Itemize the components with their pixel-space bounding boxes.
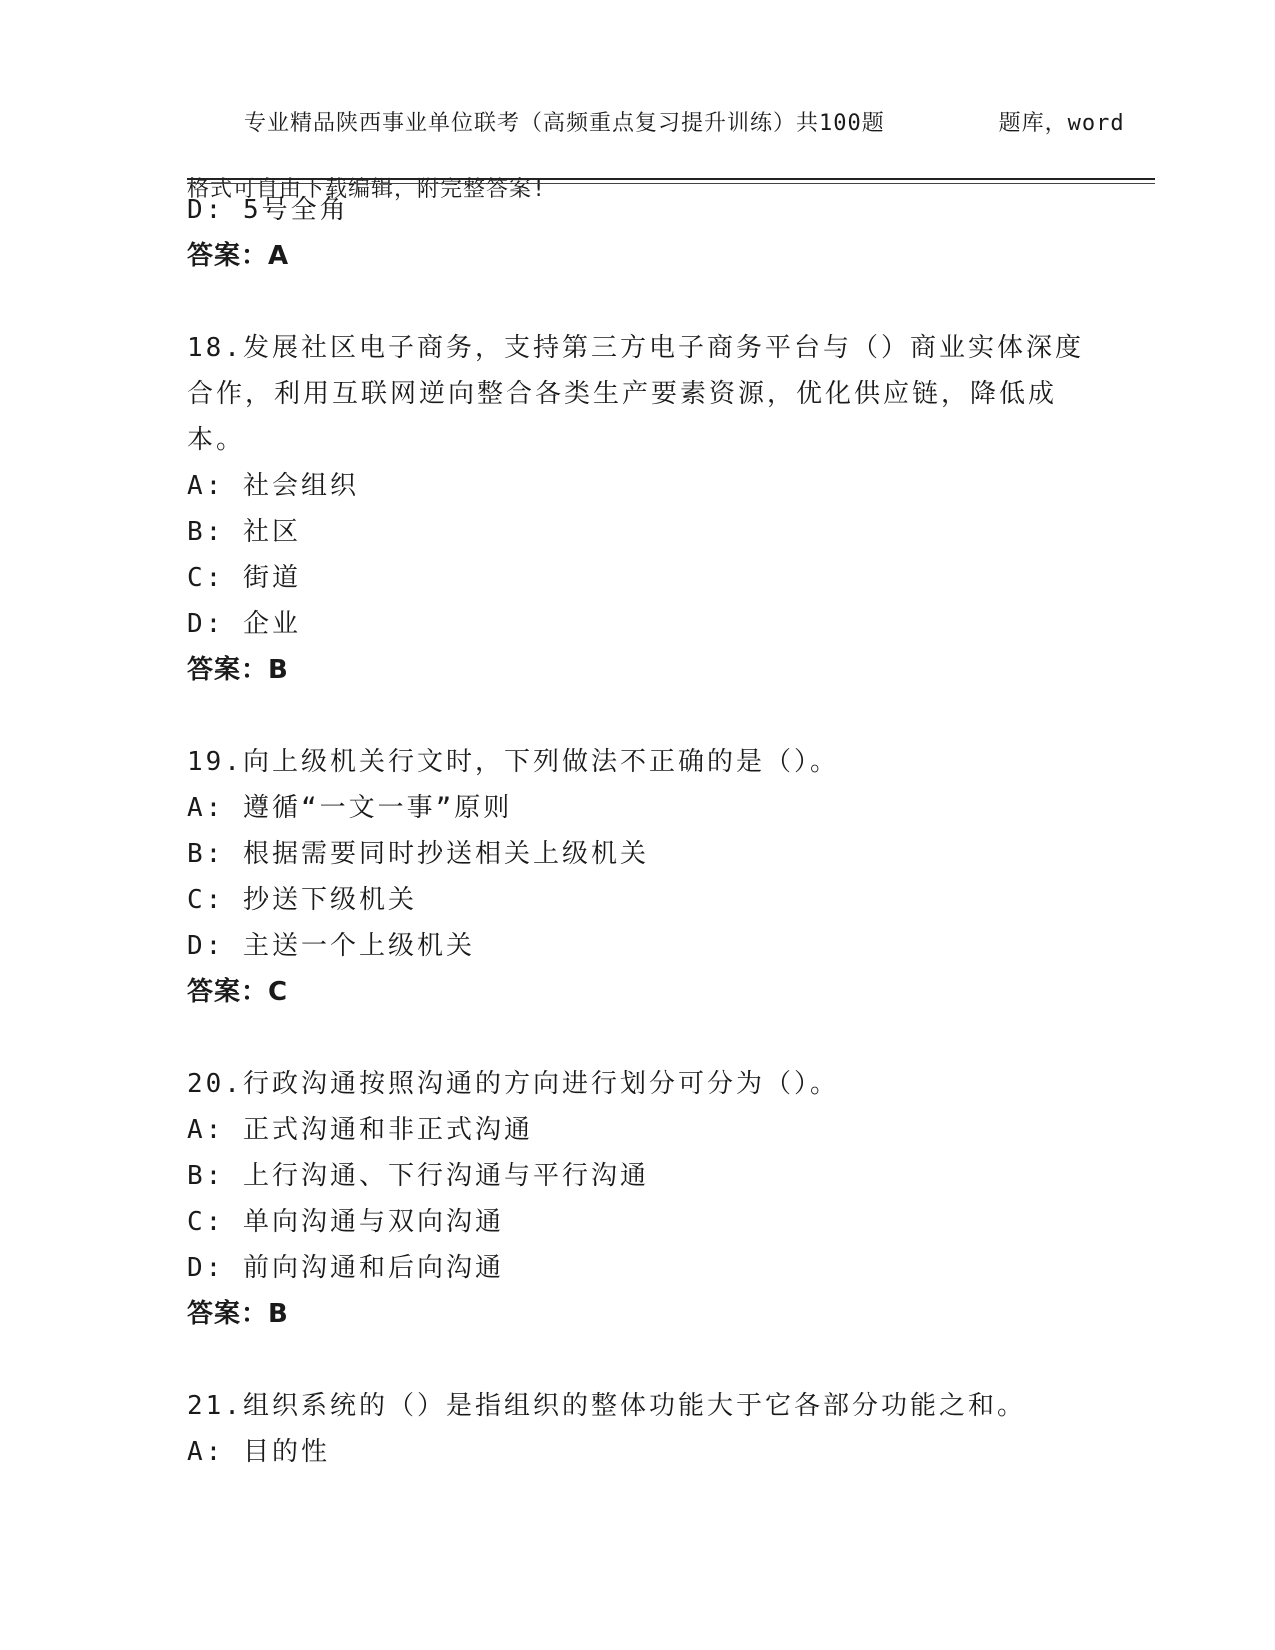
header-rule-thick: [187, 178, 1155, 180]
question-21-option-a: A: 目的性: [187, 1437, 330, 1467]
prev-answer: 答案：A: [187, 241, 290, 271]
question-18-option-b: B: 社区: [187, 517, 301, 547]
spacer: [187, 279, 1087, 325]
prev-option-d: D: 5号全角: [187, 195, 349, 225]
question-19-option-a: A: 遵循“一文一事”原则: [187, 793, 513, 823]
question-19-answer: 答案：C: [187, 977, 289, 1007]
header-rule-thin: [187, 183, 1155, 184]
question-20-option-d: D: 前向沟通和后向沟通: [187, 1253, 504, 1283]
question-20-option-c: C: 单向沟通与双向沟通: [187, 1207, 504, 1237]
page-content: [187, 187, 1087, 1475]
question-19-option-c: C: 抄送下级机关: [187, 885, 417, 915]
spacer: [187, 693, 1087, 739]
question-18-option-c: C: 街道: [187, 563, 301, 593]
question-19-option-b: B: 根据需要同时抄送相关上级机关: [187, 839, 649, 869]
header-line-2: 格式可自由下载编辑，附完整答案!: [187, 177, 547, 202]
spacer: [187, 1015, 1087, 1061]
question-19-option-d: D: 主送一个上级机关: [187, 931, 475, 961]
question-19-line-1: 19.向上级机关行文时，下列做法不正确的是（）。: [187, 747, 839, 777]
question-18-line-2: 合作，利用互联网逆向整合各类生产要素资源，优化供应链，降低成: [187, 379, 1058, 409]
question-20-answer: 答案：B: [187, 1299, 289, 1329]
question-18-option-d: D: 企业: [187, 609, 301, 639]
question-18-option-a: A: 社会组织: [187, 471, 359, 501]
question-20-line-1: 20.行政沟通按照沟通的方向进行划分可分为（）。: [187, 1069, 839, 1099]
question-18-answer: 答案：B: [187, 655, 289, 685]
question-18-line-1: 18.发展社区电子商务，支持第三方电子商务平台与（）商业实体深度: [187, 333, 1084, 363]
question-20-option-b: B: 上行沟通、下行沟通与平行沟通: [187, 1161, 649, 1191]
question-21-line-1: 21.组织系统的（）是指组织的整体功能大于它各部分功能之和。: [187, 1391, 1026, 1421]
question-18-line-3: 本。: [187, 425, 246, 455]
header-line-1: 专业精品陕西事业单位联考（高频重点复习提升训练）共100题 题库，word: [243, 111, 1125, 136]
question-20-option-a: A: 正式沟通和非正式沟通: [187, 1115, 533, 1145]
spacer: [187, 1337, 1087, 1383]
